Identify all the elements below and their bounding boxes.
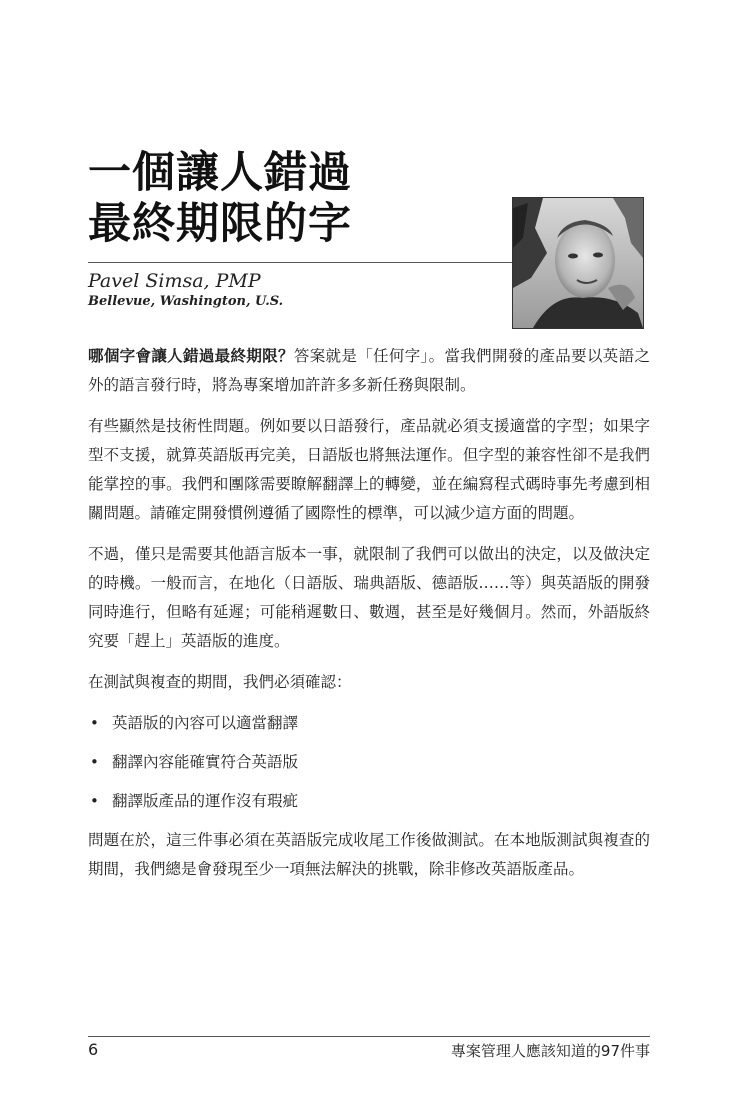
bullet-icon: • bbox=[90, 792, 99, 810]
bullet-icon: • bbox=[90, 753, 99, 771]
paragraph-2: 有些顯然是技術性問題。例如要以日語發行，產品就必須支援適當的字型；如果字型不支援，就算英語版再完美，日語版也將無法運作。但字型的兼容性卻不是我們能掌控的事。我們和團隊需要瞭解翻譯上的轉變，並在編寫程式碼時事先考慮到相關問題。請確定開發慣例遵循了國際性的標準，可以減少這方面的問題。 bbox=[88, 417, 650, 522]
list-item-text: 英語版的內容可以適當翻譯 bbox=[112, 714, 299, 732]
lead-question: 哪個字會讓人錯過最終期限？ bbox=[88, 347, 294, 365]
bullet-icon: • bbox=[90, 714, 99, 732]
list-item bbox=[90, 787, 650, 816]
author-name: Pavel Simsa, PMP bbox=[88, 270, 261, 292]
author-location: Bellevue, Washington, U.S. bbox=[88, 294, 284, 309]
page-number: 6 bbox=[88, 1040, 99, 1059]
paragraph-1 bbox=[88, 342, 650, 400]
paragraph-5: 問題在於，這三件事必須在英語版完成收尾工作後做測試。在本地版測試與複查的期間，我們總是會發現至少一項無法解決的挑戰，除非修改英語版產品。 bbox=[88, 831, 650, 878]
chapter-title bbox=[88, 148, 352, 250]
article-body bbox=[88, 342, 650, 896]
paragraph-3: 不過，僅只是需要其他語言版本一事，就限制了我們可以做出的決定，以及做決定的時機。一般而言，在地化（日語版、瑞典語版、德語版……等）與英語版的開發同時進行，但略有延遲；可能稍遲數日、數週，甚至是好幾個月。然而，外語版終究要「趕上」英語版的進度。 bbox=[88, 545, 650, 650]
footer-divider bbox=[88, 1036, 650, 1037]
running-footer-title: 專案管理人應該知道的97件事 bbox=[450, 1042, 650, 1060]
paragraph-1-text: 答案就是「任何字」。當我們開發的產品要以英語之外的語言發行時，將為專案增加許許多多新任務與限制。 bbox=[88, 347, 650, 394]
checklist bbox=[88, 709, 650, 816]
paragraph-4: 在測試與複查的期間，我們必須確認： bbox=[88, 673, 352, 691]
list-item-text: 翻譯內容能確實符合英語版 bbox=[112, 753, 299, 771]
list-item bbox=[90, 709, 650, 738]
title-divider bbox=[88, 262, 512, 263]
author-portrait-image bbox=[513, 198, 643, 328]
list-item-text: 翻譯版產品的運作沒有瑕疵 bbox=[112, 792, 299, 810]
list-item bbox=[90, 748, 650, 777]
title-line-1: 一個讓人錯過 bbox=[88, 148, 352, 198]
title-line-2: 最終期限的字 bbox=[88, 199, 352, 249]
author-photo bbox=[512, 197, 644, 329]
